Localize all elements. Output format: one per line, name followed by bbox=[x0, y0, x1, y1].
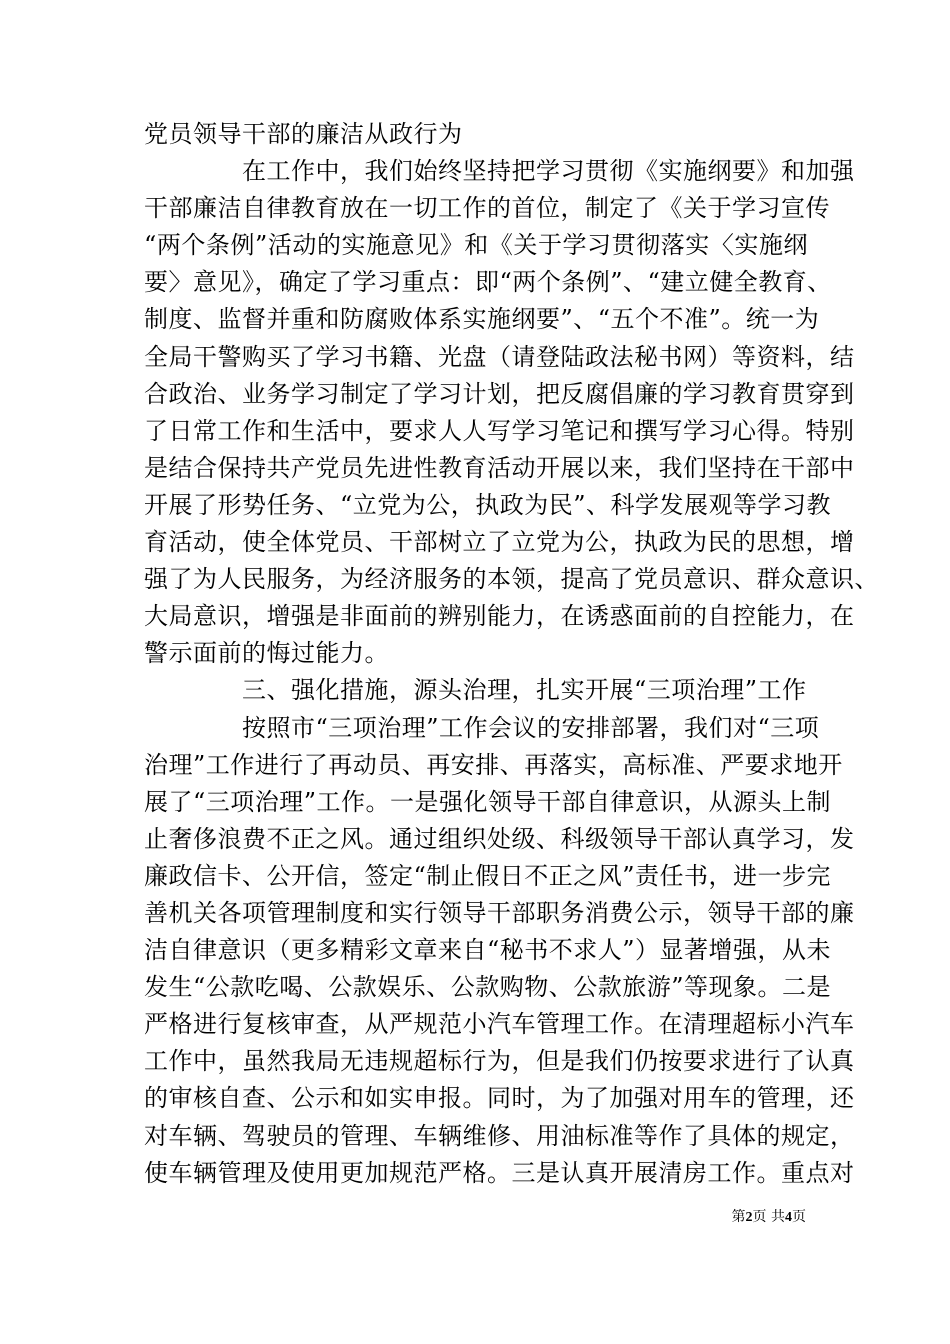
text-line: 发生“公款吃喝、公款娱乐、公款购物、公款旅游”等现象。二是 bbox=[144, 973, 832, 1002]
text-line: 按照市“三项治理”工作会议的安排部署，我们对“三项 bbox=[242, 713, 820, 742]
text-line: 止奢侈浪费不正之风。通过组织处级、科级领导干部认真学习，发 bbox=[144, 824, 855, 853]
text-line: 治理”工作进行了再动员、再安排、再落实，高标准、严要求地开 bbox=[144, 750, 843, 779]
text-line: 全局干警购买了学习书籍、光盘（请登陆政法秘书网）等资料，结 bbox=[144, 342, 855, 371]
total-pages-number: 4 bbox=[785, 1210, 792, 1225]
text-line: 干部廉洁自律教育放在一切工作的首位，制定了《关于学习宣传 bbox=[144, 194, 830, 223]
footer-suffix: 页 bbox=[792, 1209, 806, 1225]
text-line: 善机关各项管理制度和实行领导干部职务消费公示，领导干部的廉 bbox=[144, 898, 855, 927]
text-line: “两个条例”活动的实施意见》和《关于学习贯彻落实〈实施纲 bbox=[144, 231, 808, 260]
text-line: 工作中，虽然我局无违规超标行为，但是我们仍按要求进行了认真 bbox=[144, 1047, 855, 1076]
text-line: 对车辆、驾驶员的管理、车辆维修、用油标准等作了具体的规定， bbox=[144, 1121, 855, 1150]
text-line: 了日常工作和生活中，要求人人写学习笔记和撰写学习心得。特别 bbox=[144, 416, 855, 445]
text-line: 是结合保持共产党员先进性教育活动开展以来，我们坚持在干部中 bbox=[144, 453, 855, 482]
text-line: 党员领导干部的廉洁从政行为 bbox=[144, 120, 463, 148]
text-line: 警示面前的悔过能力。 bbox=[144, 639, 389, 668]
text-line: 三、强化措施，源头治理，扎实开展“三项治理”工作 bbox=[242, 676, 807, 705]
text-line: 严格进行复核审查，从严规范小汽车管理工作。在清理超标小汽车 bbox=[144, 1010, 855, 1039]
text-line: 使车辆管理及使用更加规范严格。三是认真开展清房工作。重点对 bbox=[144, 1158, 855, 1187]
text-line: 在工作中，我们始终坚持把学习贯彻《实施纲要》和加强 bbox=[242, 157, 855, 186]
body-text bbox=[144, 116, 879, 1192]
text-line: 的审核自查、公示和如实申报。同时，为了加强对用车的管理，还 bbox=[144, 1084, 855, 1113]
footer-middle: 页 共 bbox=[752, 1209, 785, 1225]
text-line: 要〉意见》，确定了学习重点：即“两个条例”、“建立健全教育、 bbox=[144, 268, 832, 297]
text-line: 大局意识，增强是非面前的辨别能力，在诱惑面前的自控能力，在 bbox=[144, 602, 855, 631]
text-line: 展了“三项治理”工作。一是强化领导干部自律意识，从源头上制 bbox=[144, 787, 832, 816]
page-footer bbox=[732, 1208, 806, 1227]
text-line: 制度、监督并重和防腐败体系实施纲要”、“五个不准”。统一为 bbox=[144, 305, 820, 334]
text-line: 育活动，使全体党员、干部树立了立党为公，执政为民的思想，增 bbox=[144, 528, 855, 557]
footer-prefix: 第 bbox=[731, 1209, 746, 1225]
text-line: 强了为人民服务，为经济服务的本领，提高了党员意识、群众意识、 bbox=[144, 565, 879, 594]
text-line: 开展了形势任务、“立党为公，执政为民”、科学发展观等学习教 bbox=[144, 490, 832, 519]
text-line: 洁自律意识（更多精彩文章来自“秘书不求人”）显著增强，从未 bbox=[144, 936, 832, 965]
text-line: 合政治、业务学习制定了学习计划，把反腐倡廉的学习教育贯穿到 bbox=[144, 379, 855, 408]
text-line: 廉政信卡、公开信，签定“制止假日不正之风”责任书，进一步完 bbox=[144, 861, 832, 890]
current-page-number: 2 bbox=[745, 1210, 753, 1225]
